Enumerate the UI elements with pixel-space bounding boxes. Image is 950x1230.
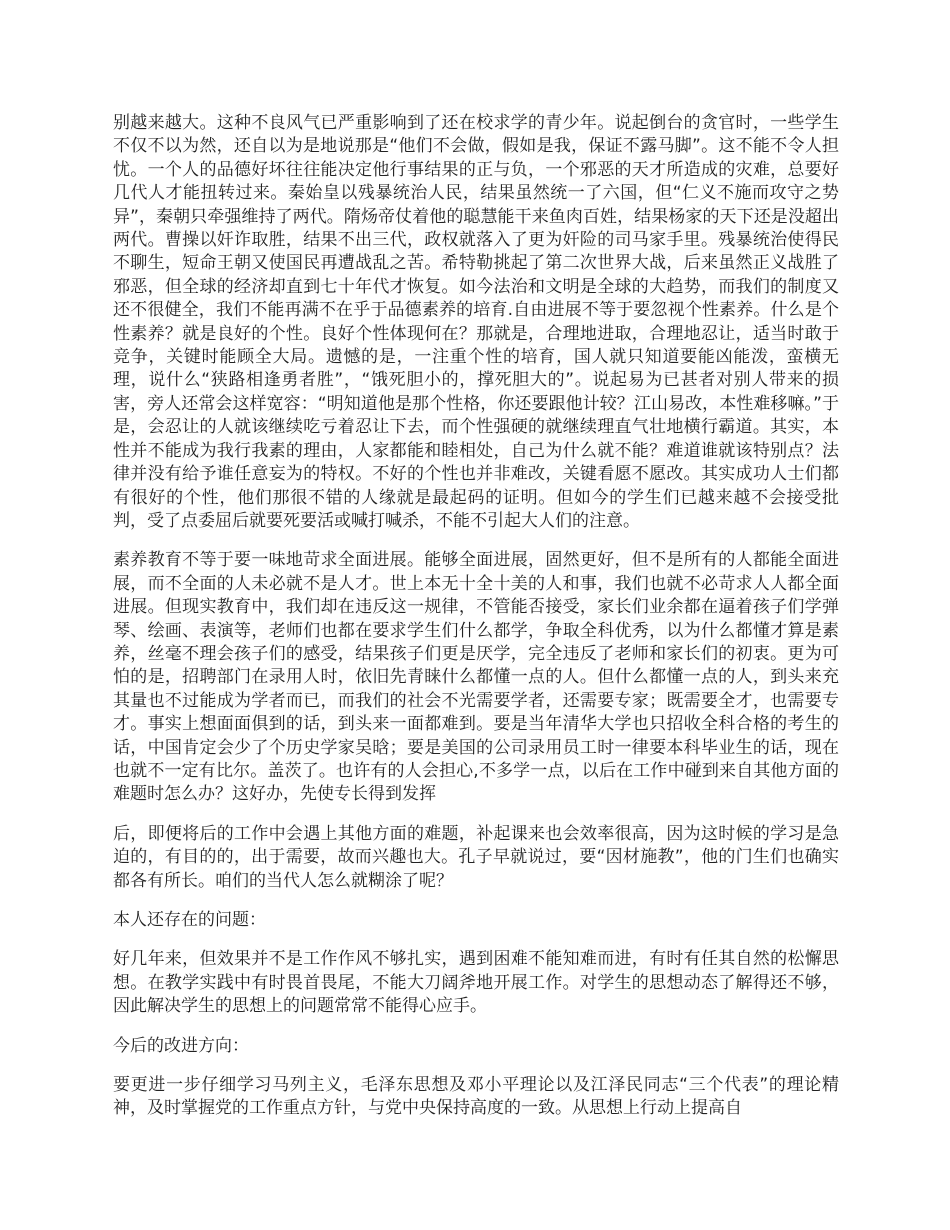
paragraph-all-round-development: 素养教育不等于要一味地苛求全面进展。能够全面进展，固然更好，但不是所有的人都能全面进展，而不全面的人未必就不是人才。世上本无十全十美的人和事，我们也就不必苛求人人都全面进展。但现实教育中，我们却在违反这一规律，不管能否接受，家长们业余都在逼着孩子们学弹琴、绘画、表演等，老师们也都在要求学生们什么都学，争取全科优秀，以为什么都懂才算是素养，丝毫不理会孩子们的感受，结果孩子们更是厌学，完全违反了老师和家长们的初衷。更为可怕的是，招聘部门在录用人时，依旧先青睐什么都懂一点的人。但什么都懂一点的人，到头来充其量也不过能成为学者而已，而我们的社会不光需要学者，还需要专家；既需要全才，也需要专才。事实上想面面俱到的话，到头来一面都难到。要是当年清华大学也只招收全科合格的考生的话，中国肯定会少了个历史学家吴晗；要是美国的公司录用员工时一律要本科毕业生的话，现在也就不一定有比尔。盖茨了。也许有的人会担心,不多学一点，以后在工作中碰到来自其他方面的难题时怎么办？这好办，先使专长得到发挥 (113, 550, 839, 805)
heading-existing-problems: 本人还存在的问题： (113, 910, 266, 930)
paragraph-character-education: 别越来越大。这种不良风气已严重影响到了还在校求学的青少年。说起倒台的贪官时，一些学生不仅不以为然，还自以为是地说那是“他们不会做，假如是我，保证不露马脚”。这不能不令人担忧。一个人的品德好坏往往能决定他行事结果的正与负，一个邪恶的天才所造成的灾难，总要好几代人才能扭转过来。秦始皇以残暴统治人民，结果虽然统一了六国，但“仁义不施而攻守之势异”，秦朝只牵强维持了两代。隋炀帝仗着他的聪慧能干来鱼肉百姓，结果杨家的天下还是没超出两代。曹操以奸诈取胜，结果不出三代，政权就落入了更为奸险的司马家手里。残暴统治使得民不聊生，短命王朝又使国民再遭战乱之苦。希特勒挑起了第二次世界大战，后来虽然正义战胜了邪恶，但全球的经济却直到七十年代才恢复。如今法治和文明是全球的大趋势，而我们的制度又还不很健全，我们不能再满不在乎于品德素养的培育.自由进展不等于要忽视个性素养。什么是个性素养？就是良好的个性。良好个性体现何在？那就是，合理地进取，合理地忍让，适当时敢于竞争，关键时能顾全大局。遗憾的是，一注重个性的培育，国人就只知道要能凶能泼，蛮横无理，说什么“狭路相逢勇者胜”，“饿死胆小的，撑死胆大的”。说起易为已甚者对别人带来的损害，旁人还常会这样宽容：“明知道他是那个性格，你还要跟他计较？江山易改，本性难移嘛。”于是，会忍让的人就该继续吃亏着忍让下去，而个性强硬的就继续理直气壮地横行霸道。其实，本性并不能成为我行我素的理由，人家都能和睦相处，自己为什么就不能？难道谁就该特别点？法律并没有给予谁任意妄为的特权。不好的个性也并非难改，关键看愿不愿改。其实成功人士们都有很好的个性，他们那很不错的人缘就是最起码的证明。但如今的学生们已越来越不会接受批判，受了点委屈后就要死要活或喊打喊杀，不能不引起大人们的注意。 (113, 113, 839, 531)
paragraph-improvement-direction: 要更进一步仔细学习马列主义，毛泽东思想及邓小平理论以及江泽民同志“三个代表”的理论精神，及时掌握党的工作重点方针，与党中央保持高度的一致。从思想上行动上提高自 (113, 1075, 839, 1119)
paragraph-specialty-continuation: 后，即便将后的工作中会遇上其他方面的难题，补起课来也会效率很高，因为这时候的学习是急迫的，有目的的，出于需要，故而兴趣也大。孔子早就说过，要“因材施教”，他的门生们也确实都各有所长。咱们的当代人怎么就糊涂了呢？ (113, 823, 839, 891)
heading-improvement-direction: 今后的改进方向： (113, 1035, 249, 1056)
document-page (113, 112, 839, 1137)
paragraph-existing-problems: 好几年来，但效果并不是工作作风不够扎实，遇到困难不能知难而进，有时有任其自然的松懈思想。在教学实践中有时畏首畏尾，不能大刀阔斧地开展工作。对学生的思想动态了解得还不够，因此解决学生的思想上的问题常常不能得心应手。 (113, 949, 839, 1017)
